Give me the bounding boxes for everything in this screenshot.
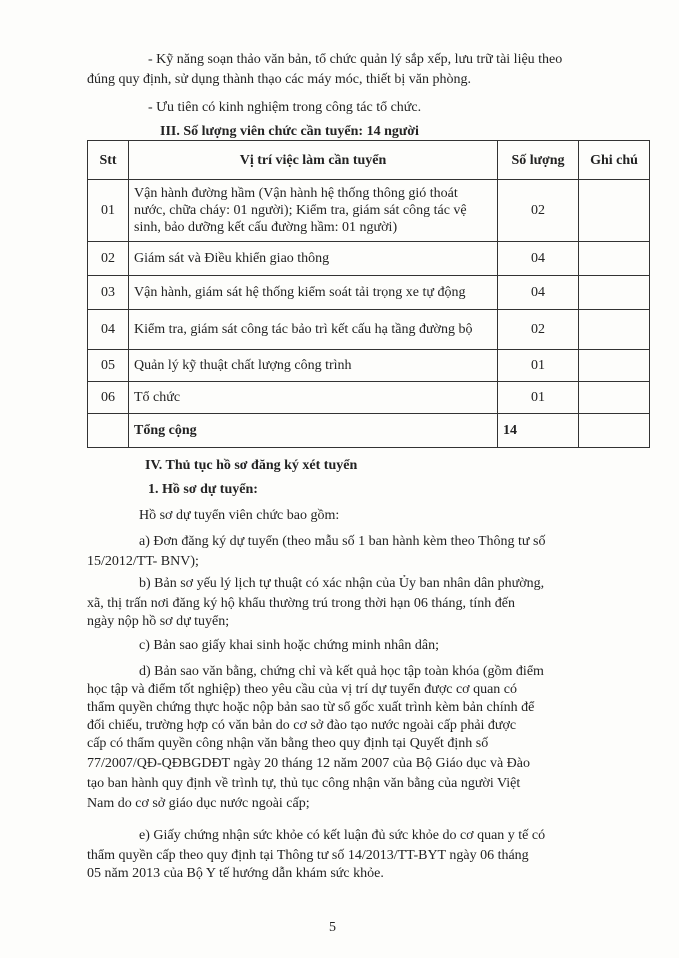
section-4-title: IV. Thủ tục hồ sơ đăng ký xét tuyển xyxy=(145,458,358,473)
body-line: thẩm quyền chứng thực hoặc nộp bản sao từ sổ gốc xuất trình kèm bản chính để xyxy=(87,700,535,715)
table-total-row xyxy=(88,414,650,448)
body-line: học tập và điểm tốt nghiệp) theo yêu cầu của vị trí dự tuyển được cơ quan có xyxy=(87,682,518,697)
row-qty: 02 xyxy=(498,180,579,242)
body-line: Hồ sơ dự tuyển viên chức bao gồm: xyxy=(139,508,340,523)
row-stt: 03 xyxy=(88,276,129,310)
body-line: 77/2007/QĐ-QĐBGDĐT ngày 20 tháng 12 năm 2007 của Bộ Giáo dục và Đào xyxy=(87,756,531,771)
row-stt: 02 xyxy=(88,242,129,276)
intro-line: - Kỹ năng soạn thảo văn bản, tổ chức quản lý sắp xếp, lưu trữ tài liệu theo xyxy=(148,52,563,67)
row-qty: 04 xyxy=(498,276,579,310)
intro-line: đúng quy định, sử dụng thành thạo các máy móc, thiết bị văn phòng. xyxy=(87,72,471,87)
row-qty: 01 xyxy=(498,382,579,414)
table-row xyxy=(88,276,650,310)
intro-line: - Ưu tiên có kinh nghiệm trong công tác tổ chức. xyxy=(148,100,422,115)
page-number: 5 xyxy=(329,920,336,935)
recruitment-table xyxy=(87,140,650,448)
row-stt: 04 xyxy=(88,310,129,350)
header-stt: Stt xyxy=(88,141,129,180)
body-line: cấp có thẩm quyền công nhận văn bằng theo quy định tại Quyết định số xyxy=(87,736,489,751)
row-note xyxy=(579,242,650,276)
section-3-title: III. Số lượng viên chức cần tuyển: 14 người xyxy=(160,124,419,139)
body-line: xã, thị trấn nơi đăng ký hộ khẩu thường trú trong thời hạn 06 tháng, tính đến xyxy=(87,596,515,611)
body-line: ngày nộp hồ sơ dự tuyển; xyxy=(87,614,230,629)
total-note-empty xyxy=(579,414,650,448)
row-position: Vận hành đường hầm (Vận hành hệ thống thông gió thoát nước, chữa cháy: 01 người); Kiểm tra, giám sát công tác vệ sinh, bảo dưỡng kết cấu đường hầm: 01 người) xyxy=(129,180,498,242)
row-note xyxy=(579,350,650,382)
row-stt: 06 xyxy=(88,382,129,414)
body-line: 05 năm 2013 của Bộ Y tế hướng dẫn khám sức khỏe. xyxy=(87,866,384,881)
subsection-1-title: 1. Hồ sơ dự tuyển: xyxy=(148,482,258,497)
row-note xyxy=(579,180,650,242)
row-qty: 01 xyxy=(498,350,579,382)
table-row xyxy=(88,180,650,242)
row-qty: 04 xyxy=(498,242,579,276)
row-stt: 01 xyxy=(88,180,129,242)
row-position: Tổ chức xyxy=(129,382,498,414)
total-value: 14 xyxy=(498,414,579,448)
header-qty: Số lượng xyxy=(498,141,579,180)
row-position: Giám sát và Điều khiển giao thông xyxy=(129,242,498,276)
table-row xyxy=(88,382,650,414)
row-note xyxy=(579,382,650,414)
header-position: Vị trí việc làm cần tuyển xyxy=(129,141,498,180)
body-line: e) Giấy chứng nhận sức khỏe có kết luận đủ sức khỏe do cơ quan y tế có xyxy=(139,828,546,843)
body-line: Nam do cơ sở giáo dục nước ngoài cấp; xyxy=(87,796,310,811)
row-note xyxy=(579,276,650,310)
body-line: tạo ban hành quy định về trình tự, thủ tục công nhận văn bằng của người Việt xyxy=(87,776,521,791)
row-stt: 05 xyxy=(88,350,129,382)
body-line: a) Đơn đăng ký dự tuyển (theo mẫu số 1 ban hành kèm theo Thông tư số xyxy=(139,534,546,549)
row-position: Quản lý kỹ thuật chất lượng công trình xyxy=(129,350,498,382)
row-position: Kiểm tra, giám sát công tác bảo trì kết cấu hạ tầng đường bộ xyxy=(129,310,498,350)
total-label: Tổng cộng xyxy=(129,414,498,448)
row-note xyxy=(579,310,650,350)
body-line: 15/2012/TT- BNV); xyxy=(87,554,199,569)
table-row xyxy=(88,242,650,276)
table-row xyxy=(88,310,650,350)
body-line: thẩm quyền cấp theo quy định tại Thông tư số 14/2013/TT-BYT ngày 06 tháng xyxy=(87,848,529,863)
total-stt-empty xyxy=(88,414,129,448)
body-line: c) Bản sao giấy khai sinh hoặc chứng minh nhân dân; xyxy=(139,638,439,653)
body-line: đối chiếu, trường hợp có văn bản do cơ sở đào tạo nước ngoài cấp phải được xyxy=(87,718,517,733)
row-position: Vận hành, giám sát hệ thống kiểm soát tải trọng xe tự động xyxy=(129,276,498,310)
table-header-row xyxy=(88,141,650,180)
body-line: b) Bản sơ yếu lý lịch tự thuật có xác nhận của Ủy ban nhân dân phường, xyxy=(139,576,545,591)
row-qty: 02 xyxy=(498,310,579,350)
body-line: d) Bản sao văn bằng, chứng chỉ và kết quả học tập toàn khóa (gồm điểm xyxy=(139,664,544,679)
table-row xyxy=(88,350,650,382)
header-note: Ghi chú xyxy=(579,141,650,180)
